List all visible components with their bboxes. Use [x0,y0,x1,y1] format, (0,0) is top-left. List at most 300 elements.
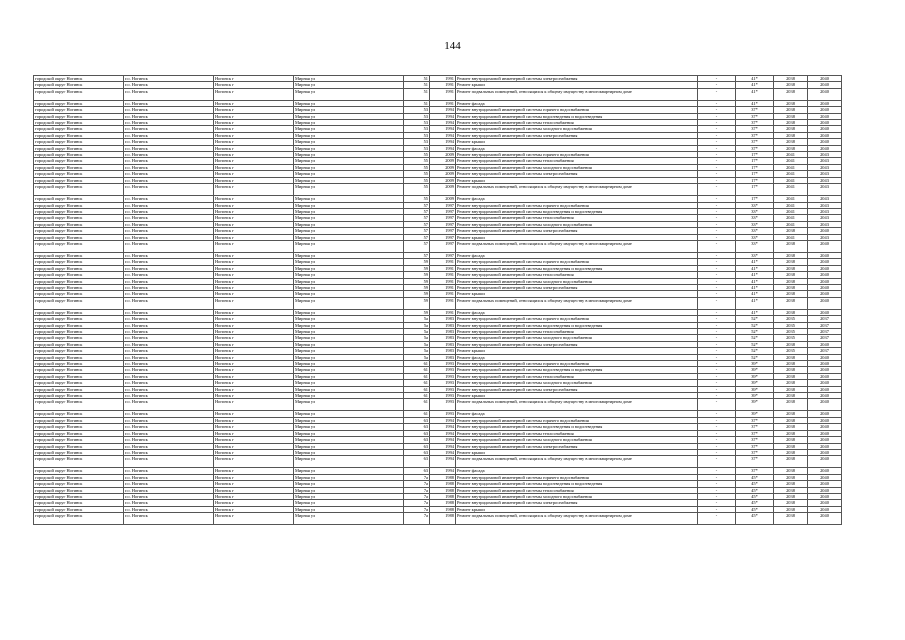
table-cell-street: Мирная ул [294,196,404,202]
table-cell-year: 1993 [430,411,456,417]
table-cell-percent: 33* [736,252,774,258]
table-cell-street: Мирная ул [294,373,404,379]
table-cell-settlement: г.о. Ногинск [124,474,214,480]
table-cell-street: Мирная ул [294,240,404,252]
table-cell-year-from: 2038 [774,252,808,258]
table-cell-city: Ногинск г [214,221,294,227]
table-cell-district: городской округ Ногинск [34,335,124,341]
table-cell-year: 1994 [430,449,456,455]
table-cell-work: Ремонт внутридомовой инженерной системы электроснабжения [456,171,698,177]
table-cell-year-to: 2043 [808,171,842,177]
table-cell-city: Ногинск г [214,316,294,322]
table-cell-district: городской округ Ногинск [34,221,124,227]
table-cell-year-to: 2043 [808,158,842,164]
table-cell-city: Ногинск г [214,348,294,354]
table-cell-street: Мирная ул [294,354,404,360]
table-cell-settlement: г.о. Ногинск [124,184,214,196]
table-cell-settlement: г.о. Ногинск [124,208,214,214]
table-cell-city: Ногинск г [214,259,294,265]
table-cell-district: городской округ Ногинск [34,437,124,443]
table-cell-district: городской округ Ногинск [34,252,124,258]
table-cell-dash: - [698,202,736,208]
table-cell-year: 1997 [430,240,456,252]
table-cell-settlement: г.о. Ногинск [124,252,214,258]
table-cell-city: Ногинск г [214,430,294,436]
table-cell-year-from: 2038 [774,481,808,487]
table-cell-work: Ремонт внутридомовой инженерной системы холодного водоснабжения [456,278,698,284]
table-cell-percent: 37* [736,145,774,151]
table-cell-city: Ногинск г [214,354,294,360]
table-cell-house: 55 [404,184,430,196]
table-cell-house: 63 [404,437,430,443]
table-cell-city: Ногинск г [214,208,294,214]
table-cell-settlement: г.о. Ногинск [124,500,214,506]
table-cell-year-to: 2040 [808,120,842,126]
table-cell-percent: 33* [736,240,774,252]
table-cell-year: 1997 [430,228,456,234]
table-cell-year-from: 2038 [774,88,808,100]
table-cell-dash: - [698,399,736,411]
table-cell-city: Ногинск г [214,265,294,271]
table-cell-street: Мирная ул [294,468,404,474]
table-cell-settlement: г.о. Ногинск [124,430,214,436]
table-cell-house: 61 [404,386,430,392]
table-cell-year-to: 2040 [808,373,842,379]
table-cell-year-to: 2040 [808,399,842,411]
table-cell-percent: 52* [736,348,774,354]
table-cell-work: Ремонт крыши [456,177,698,183]
table-cell-district: городской округ Ногинск [34,316,124,322]
table-cell-city: Ногинск г [214,145,294,151]
table-cell-city: Ногинск г [214,272,294,278]
table-cell-year: 1994 [430,430,456,436]
table-cell-settlement: г.о. Ногинск [124,158,214,164]
table-cell-percent: 52* [736,354,774,360]
table-cell-house: 53 [404,139,430,145]
table-cell-settlement: г.о. Ногинск [124,487,214,493]
table-cell-district: городской округ Ногинск [34,272,124,278]
table-cell-district: городской округ Ногинск [34,367,124,373]
table-cell-settlement: г.о. Ногинск [124,443,214,449]
table-cell-house: 53 [404,107,430,113]
table-cell-district: городской округ Ногинск [34,500,124,506]
table-cell-settlement: г.о. Ногинск [124,493,214,499]
table-cell-work: Ремонт подвальных помещений, относящихся к общему имуществу в многоквартирном доме [456,513,698,525]
table-cell-year-from: 2038 [774,386,808,392]
table-cell-settlement: г.о. Ногинск [124,164,214,170]
table-cell-percent: 45* [736,513,774,525]
table-cell-city: Ногинск г [214,278,294,284]
table-cell-year: 2009 [430,177,456,183]
table-cell-city: Ногинск г [214,82,294,88]
table-cell-district: городской округ Ногинск [34,399,124,411]
table-cell-work: Ремонт внутридомовой инженерной системы горячего водоснабжения [456,316,698,322]
table-cell-street: Мирная ул [294,329,404,335]
table-cell-percent: 33* [736,202,774,208]
table-cell-house: 7а [404,500,430,506]
table-cell-house: 7а [404,513,430,525]
table-cell-work: Ремонт внутридомовой инженерной системы водоотведения и водоотведения [456,367,698,373]
table-cell-district: городской округ Ногинск [34,259,124,265]
table-cell-settlement: г.о. Ногинск [124,417,214,423]
table-cell-year-from: 2035 [774,335,808,341]
table-cell-year-from: 2038 [774,284,808,290]
table-cell-year: 1988 [430,513,456,525]
table-cell-dash: - [698,367,736,373]
table-cell-year: 1991 [430,259,456,265]
table-cell-year-from: 2041 [774,152,808,158]
table-cell-percent: 39* [736,386,774,392]
table-cell-work: Ремонт фасада [456,468,698,474]
table-cell-settlement: г.о. Ногинск [124,380,214,386]
table-cell-dash: - [698,373,736,379]
table-cell-work: Ремонт внутридомовой инженерной системы водоотведения и водоотведения [456,481,698,487]
table-cell-settlement: г.о. Ногинск [124,107,214,113]
table-cell-work: Ремонт внутридомовой инженерной системы горячего водоснабжения [456,474,698,480]
table-cell-work: Ремонт внутридомовой инженерной системы теплоснабжения [456,329,698,335]
table-cell-district: городской округ Ногинск [34,88,124,100]
table-cell-dash: - [698,228,736,234]
table-cell-district: городской округ Ногинск [34,107,124,113]
table-cell-district: городской округ Ногинск [34,487,124,493]
table-cell-city: Ногинск г [214,234,294,240]
table-cell-percent: 41* [736,309,774,315]
table-cell-district: городской округ Ногинск [34,100,124,106]
table-cell-district: городской округ Ногинск [34,380,124,386]
table-cell-street: Мирная ул [294,430,404,436]
table-cell-street: Мирная ул [294,380,404,386]
table-cell-house: 55 [404,164,430,170]
table-cell-year-to: 2040 [808,284,842,290]
table-cell-year-to: 2040 [808,361,842,367]
table-cell-district: городской округ Ногинск [34,449,124,455]
table-cell-percent: 37* [736,107,774,113]
table-cell-year-from: 2038 [774,437,808,443]
table-cell-percent: 37* [736,424,774,430]
table-cell-settlement: г.о. Ногинск [124,393,214,399]
table-cell-settlement: г.о. Ногинск [124,240,214,252]
table-cell-percent: 52* [736,316,774,322]
table-cell-street: Мирная ул [294,341,404,347]
table-cell-work: Ремонт подвальных помещений, относящихся к общему имуществу в многоквартирном доме [456,456,698,468]
table-cell-year-to: 2040 [808,474,842,480]
table-cell-settlement: г.о. Ногинск [124,76,214,82]
table-cell-work: Ремонт внутридомовой инженерной системы электроснабжения [456,284,698,290]
table-cell-dash: - [698,171,736,177]
table-cell-city: Ногинск г [214,393,294,399]
table-cell-district: городской округ Ногинск [34,481,124,487]
table-cell-year: 1991 [430,88,456,100]
table-cell-year-from: 2038 [774,411,808,417]
table-cell-city: Ногинск г [214,184,294,196]
table-cell-year: 1994 [430,417,456,423]
table-cell-district: городской округ Ногинск [34,240,124,252]
table-cell-district: городской округ Ногинск [34,228,124,234]
table-cell-district: городской округ Ногинск [34,493,124,499]
table-cell-dash: - [698,100,736,106]
table-cell-settlement: г.о. Ногинск [124,506,214,512]
table-cell-city: Ногинск г [214,468,294,474]
table-cell-work: Ремонт внутридомовой инженерной системы водоотведения и водоотведения [456,424,698,430]
table-cell-city: Ногинск г [214,215,294,221]
table-cell-year: 1988 [430,493,456,499]
table-cell-dash: - [698,335,736,341]
table-cell-work: Ремонт внутридомовой инженерной системы теплоснабжения [456,158,698,164]
table-cell-dash: - [698,386,736,392]
table-cell-street: Мирная ул [294,113,404,119]
table-cell-work: Ремонт подвальных помещений, относящихся к общему имуществу в многоквартирном доме [456,184,698,196]
table-cell-settlement: г.о. Ногинск [124,265,214,271]
table-cell-year-to: 2040 [808,367,842,373]
table-cell-city: Ногинск г [214,88,294,100]
table-cell-house: 55 [404,196,430,202]
table-cell-house: 61 [404,380,430,386]
table-cell-year-from: 2038 [774,120,808,126]
table-cell-city: Ногинск г [214,297,294,309]
table-cell-percent: 45* [736,474,774,480]
table-cell-dash: - [698,234,736,240]
table-cell-district: городской округ Ногинск [34,208,124,214]
table-cell-work: Ремонт подвальных помещений, относящихся к общему имуществу в многоквартирном доме [456,297,698,309]
table-cell-street: Мирная ул [294,399,404,411]
table-cell-year: 1994 [430,113,456,119]
table-cell-year-from: 2035 [774,329,808,335]
table-cell-street: Мирная ул [294,449,404,455]
table-cell-year: 1991 [430,297,456,309]
table-cell-city: Ногинск г [214,380,294,386]
table-cell-dash: - [698,348,736,354]
table-cell-percent: 41* [736,82,774,88]
table-cell-year-to: 2040 [808,259,842,265]
table-cell-house: 5а [404,341,430,347]
table-cell-dash: - [698,177,736,183]
table-cell-percent: 41* [736,291,774,297]
table-cell-district: городской округ Ногинск [34,309,124,315]
table-cell-district: городской округ Ногинск [34,386,124,392]
table-cell-settlement: г.о. Ногинск [124,354,214,360]
table-cell-district: городской округ Ногинск [34,82,124,88]
table-cell-percent: 37* [736,430,774,436]
table-cell-district: городской округ Ногинск [34,171,124,177]
table-cell-year: 1994 [430,437,456,443]
table-cell-dash: - [698,481,736,487]
table-cell-city: Ногинск г [214,456,294,468]
table-cell-house: 51 [404,100,430,106]
table-cell-street: Мирная ул [294,284,404,290]
table-cell-street: Мирная ул [294,424,404,430]
table-cell-district: городской округ Ногинск [34,234,124,240]
table-cell-year-to: 2040 [808,437,842,443]
table-cell-district: городской округ Ногинск [34,417,124,423]
table-cell-year-to: 2040 [808,411,842,417]
table-cell-year-from: 2041 [774,164,808,170]
table-cell-city: Ногинск г [214,513,294,525]
table-cell-house: 57 [404,228,430,234]
table-cell-dash: - [698,252,736,258]
table-cell-year-from: 2041 [774,196,808,202]
table-cell-work: Ремонт внутридомовой инженерной системы электроснабжения [456,386,698,392]
table-cell-year: 1988 [430,500,456,506]
table-cell-year-from: 2038 [774,100,808,106]
table-cell-work: Ремонт внутридомовой инженерной системы электроснабжения [456,132,698,138]
table-cell-year: 1994 [430,132,456,138]
table-cell-house: 57 [404,215,430,221]
table-cell-settlement: г.о. Ногинск [124,335,214,341]
table-row [34,184,842,196]
table-cell-percent: 37* [736,443,774,449]
table-cell-dash: - [698,120,736,126]
table-cell-city: Ногинск г [214,399,294,411]
table-cell-settlement: г.о. Ногинск [124,322,214,328]
table-cell-dash: - [698,500,736,506]
table-cell-percent: 39* [736,411,774,417]
table-cell-street: Мирная ул [294,202,404,208]
table-cell-house: 61 [404,399,430,411]
table-cell-street: Мирная ул [294,417,404,423]
table-cell-house: 53 [404,120,430,126]
table-cell-district: городской округ Ногинск [34,284,124,290]
table-cell-city: Ногинск г [214,100,294,106]
table-cell-percent: 37* [736,417,774,423]
table-cell-year: 2009 [430,158,456,164]
table-cell-year-from: 2038 [774,500,808,506]
table-cell-year: 2009 [430,196,456,202]
table-cell-percent: 39* [736,380,774,386]
table-cell-work: Ремонт внутридомовой инженерной системы электроснабжения [456,76,698,82]
table-cell-year-to: 2043 [808,202,842,208]
table-cell-street: Мирная ул [294,221,404,227]
table-cell-city: Ногинск г [214,322,294,328]
table-cell-settlement: г.о. Ногинск [124,329,214,335]
table-cell-year-to: 2040 [808,100,842,106]
table-cell-work: Ремонт крыши [456,82,698,88]
table-cell-dash: - [698,380,736,386]
table-cell-street: Мирная ул [294,393,404,399]
table-cell-work: Ремонт крыши [456,291,698,297]
table-cell-percent: 17* [736,171,774,177]
table-cell-year-to: 2040 [808,145,842,151]
table-cell-percent: 39* [736,367,774,373]
table-cell-year: 1994 [430,468,456,474]
table-cell-house: 51 [404,82,430,88]
table-cell-dash: - [698,322,736,328]
table-cell-year: 1991 [430,100,456,106]
table-cell-dash: - [698,309,736,315]
table-cell-percent: 17* [736,196,774,202]
table-cell-dash: - [698,152,736,158]
table-cell-year-to: 2040 [808,430,842,436]
table-cell-city: Ногинск г [214,367,294,373]
table-cell-settlement: г.о. Ногинск [124,82,214,88]
table-cell-work: Ремонт внутридомовой инженерной системы горячего водоснабжения [456,107,698,113]
table-cell-city: Ногинск г [214,493,294,499]
table-cell-city: Ногинск г [214,481,294,487]
table-cell-year-to: 2040 [808,424,842,430]
table-cell-year-from: 2038 [774,76,808,82]
table-cell-dash: - [698,126,736,132]
table-cell-work: Ремонт внутридомовой инженерной системы горячего водоснабжения [456,152,698,158]
table-cell-city: Ногинск г [214,152,294,158]
table-cell-percent: 41* [736,265,774,271]
table-cell-house: 5а [404,335,430,341]
table-cell-city: Ногинск г [214,107,294,113]
table-cell-city: Ногинск г [214,139,294,145]
table-cell-work: Ремонт крыши [456,234,698,240]
table-cell-year-to: 2040 [808,107,842,113]
table-cell-district: городской округ Ногинск [34,506,124,512]
table-cell-house: 7а [404,474,430,480]
table-cell-house: 53 [404,145,430,151]
table-cell-year: 1988 [430,481,456,487]
table-cell-year-from: 2038 [774,474,808,480]
table-cell-dash: - [698,184,736,196]
table-cell-dash: - [698,113,736,119]
table-cell-street: Мирная ул [294,474,404,480]
table-cell-settlement: г.о. Ногинск [124,513,214,525]
table-cell-district: городской округ Ногинск [34,297,124,309]
page-number: 144 [444,40,461,52]
table-cell-year-from: 2038 [774,228,808,234]
table-cell-street: Мирная ул [294,278,404,284]
table-cell-settlement: г.о. Ногинск [124,171,214,177]
table-cell-year-to: 2040 [808,468,842,474]
table-cell-house: 5а [404,316,430,322]
table-cell-dash: - [698,354,736,360]
table-cell-street: Мирная ул [294,265,404,271]
table-cell-district: городской округ Ногинск [34,329,124,335]
table-cell-dash: - [698,132,736,138]
table-cell-house: 55 [404,171,430,177]
table-cell-settlement: г.о. Ногинск [124,272,214,278]
table-cell-year-from: 2035 [774,322,808,328]
table-cell-year: 1994 [430,120,456,126]
table-cell-work: Ремонт фасада [456,252,698,258]
table-cell-year-to: 2037 [808,335,842,341]
table-cell-house: 55 [404,158,430,164]
table-cell-dash: - [698,487,736,493]
table-cell-dash: - [698,443,736,449]
table-cell-year-from: 2035 [774,348,808,354]
table-cell-percent: 39* [736,393,774,399]
table-cell-percent: 41* [736,259,774,265]
table-cell-city: Ногинск г [214,437,294,443]
table-cell-work: Ремонт подвальных помещений, относящихся к общему имуществу в многоквартирном доме [456,240,698,252]
table-cell-city: Ногинск г [214,335,294,341]
table-cell-year: 1997 [430,234,456,240]
table-cell-year-to: 2040 [808,113,842,119]
table-cell-settlement: г.о. Ногинск [124,348,214,354]
table-cell-settlement: г.о. Ногинск [124,361,214,367]
table-cell-settlement: г.о. Ногинск [124,411,214,417]
table-cell-district: городской округ Ногинск [34,341,124,347]
table-cell-street: Мирная ул [294,100,404,106]
table-cell-year: 1993 [430,399,456,411]
table-cell-street: Мирная ул [294,493,404,499]
table-cell-year-from: 2038 [774,278,808,284]
table-cell-district: городской округ Ногинск [34,322,124,328]
table-cell-dash: - [698,329,736,335]
table-cell-year: 1983 [430,329,456,335]
table-cell-district: городской округ Ногинск [34,265,124,271]
table-cell-district: городской округ Ногинск [34,76,124,82]
table-cell-settlement: г.о. Ногинск [124,88,214,100]
table-cell-street: Мирная ул [294,411,404,417]
table-cell-settlement: г.о. Ногинск [124,316,214,322]
table-cell-dash: - [698,272,736,278]
table-cell-year-to: 2040 [808,449,842,455]
table-cell-year-to: 2043 [808,221,842,227]
table-cell-settlement: г.о. Ногинск [124,221,214,227]
